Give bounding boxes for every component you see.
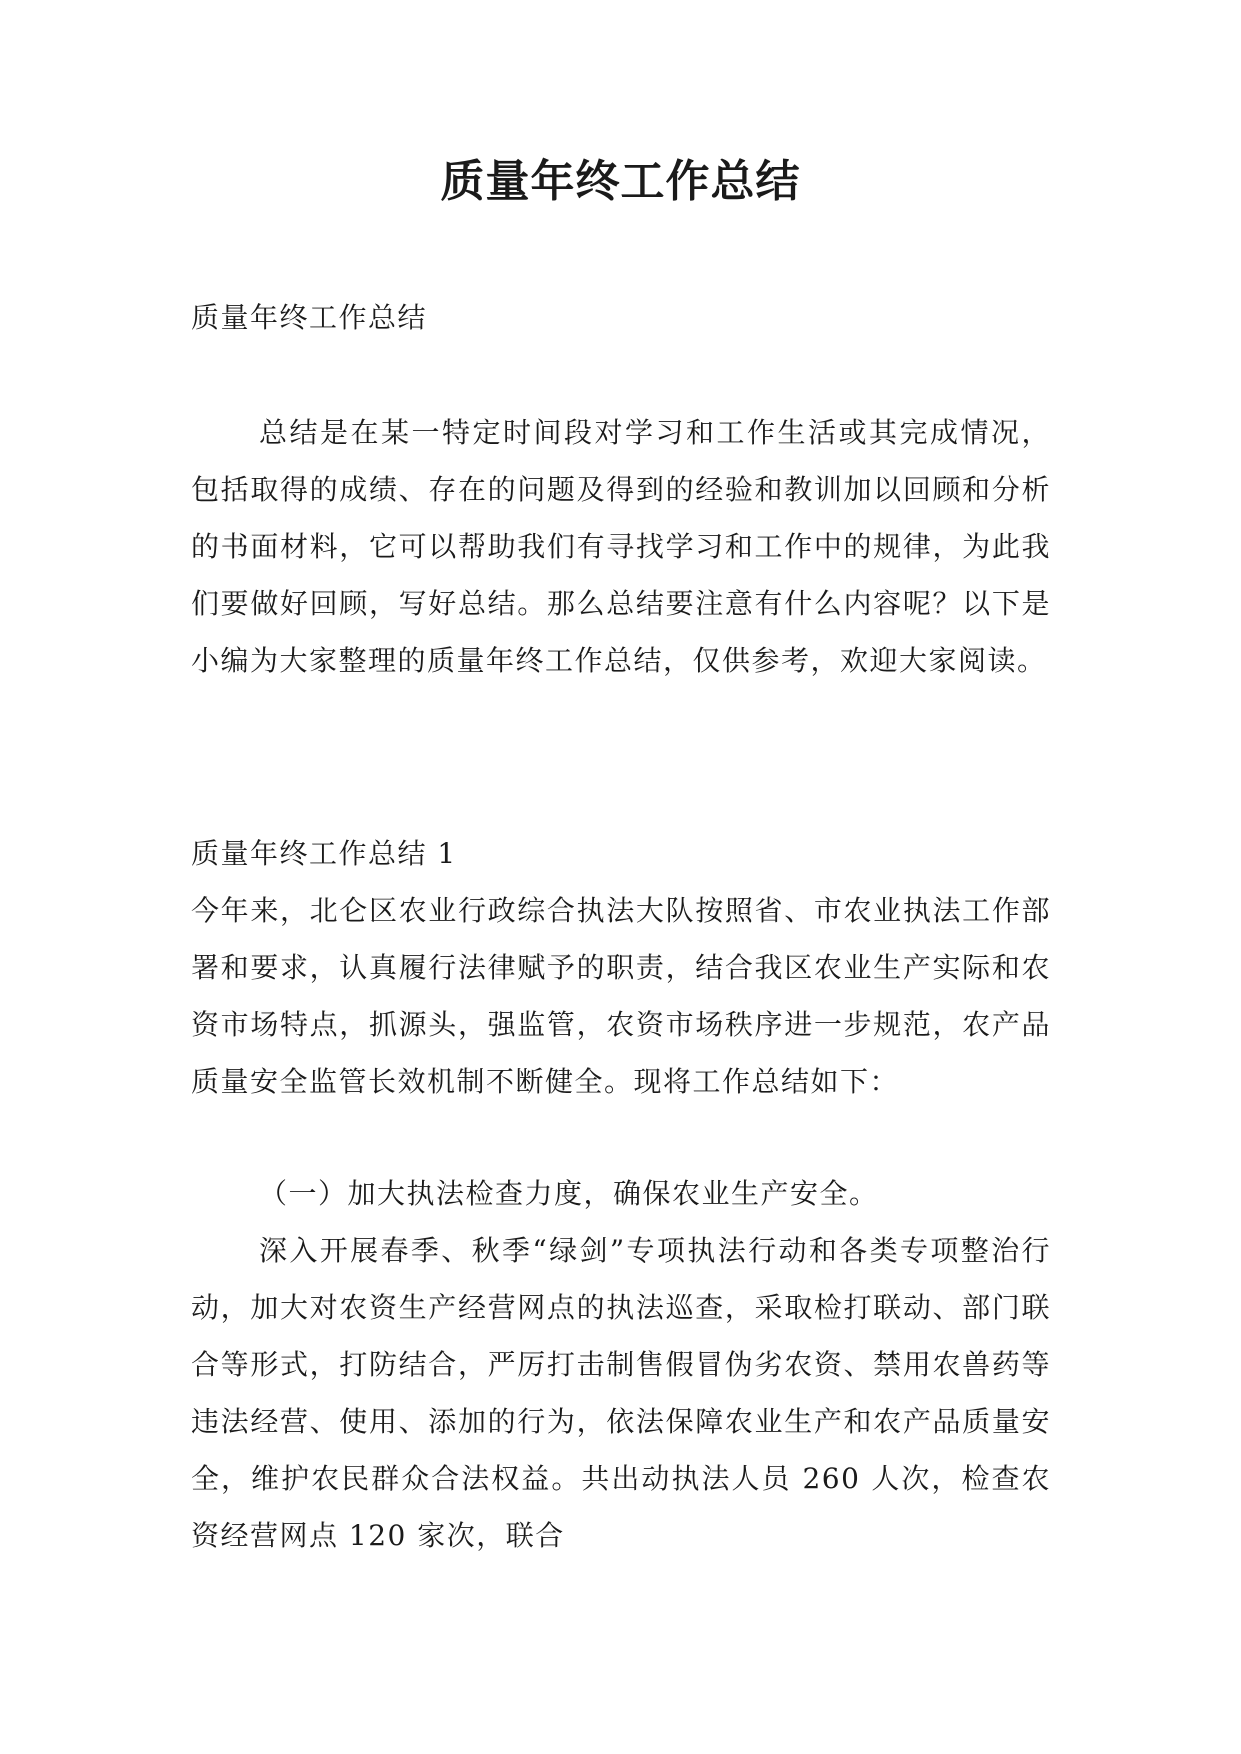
section-1-header (191, 825, 1051, 1110)
intro-paragraph: 总结是在某一特定时间段对学习和工作生活或其完成情况，包括取得的成绩、存在的问题及得到的经验和教训加以回顾和分析的书面材料，它可以帮助我们有寻找学习和工作中的规律，为此我们要做好回顾，写好总结。那么总结要注意有什么内容呢？以下是小编为大家整理的质量年终工作总结，仅供参考，欢迎大家阅读。 (191, 416, 1051, 677)
section-1-paragraph-1: 今年来，北仑区农业行政综合执法大队按照省、市农业执法工作部署和要求，认真履行法律赋予的职责，结合我区农业生产实际和农资市场特点，抓源头，强监管，农资市场秩序进一步规范，农产品质量安全监管长效机制不断健全。现将工作总结如下： (191, 894, 1051, 1098)
section-1-title: 质量年终工作总结 1 (191, 837, 457, 870)
section-1-paragraph-2: 深入开展春季、秋季“绿剑”专项执法行动和各类专项整治行动，加大对农资生产经营网点的执法巡查，采取检打联动、部门联合等形式，打防结合，严厉打击制售假冒伪劣农资、禁用农兽药等违法经营、使用、添加的行为，依法保障农业生产和农产品质量安全，维护农民群众合法权益。共出动执法人员 260 人次，检查农资经营网点 120 家次，联合 (191, 1234, 1051, 1552)
section-1-subheading: （一）加大执法检查力度，确保农业生产安全。 (259, 1177, 879, 1210)
document-title: 质量年终工作总结 (440, 156, 801, 207)
document-subtitle: 质量年终工作总结 (191, 301, 428, 334)
